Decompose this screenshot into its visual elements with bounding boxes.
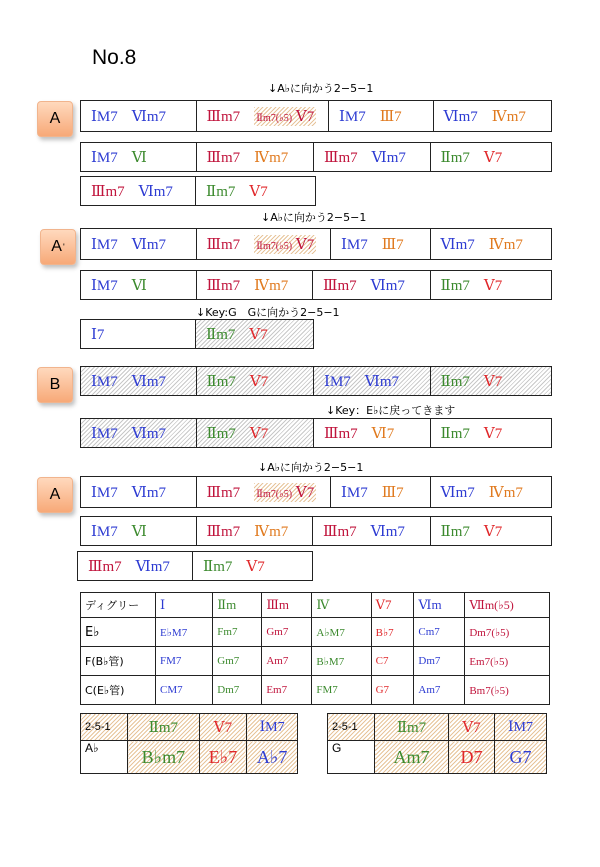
table-header: Ⅵm: [414, 593, 465, 618]
chord-row: [80, 228, 552, 260]
bar: Ⅲm7 Ⅳm7: [196, 143, 314, 171]
table-header: Ⅳ: [312, 593, 371, 618]
section-marker-b: B: [37, 367, 73, 403]
table-cell: B♭7: [371, 618, 414, 647]
annotation: ↓Key:G Gに向かう2−5−1: [196, 306, 340, 319]
table-header: Ⅴ7: [371, 593, 414, 618]
bar: Ⅲm7 Ⅵ7: [313, 419, 430, 447]
annotation: ↓Key：E♭に戻ってきます: [326, 404, 456, 417]
chord-row: [80, 516, 552, 546]
two-five-one-table-ab: [80, 713, 298, 774]
bar: Ⅲm7 Ⅱm7(♭5) Ⅴ7: [196, 101, 328, 131]
table-cell: Am7: [414, 676, 465, 705]
table-cell: D7: [449, 741, 495, 774]
table-cell: 2-5-1: [81, 714, 128, 741]
bar: ⅠM7 Ⅵm7: [91, 484, 167, 501]
table-cell: Em7: [262, 676, 312, 705]
bar: Ⅰ7: [91, 326, 105, 343]
table-cell: Ⅴ7: [449, 714, 495, 741]
table-row: [328, 741, 547, 774]
bar: ⅠM7 Ⅲ7: [330, 477, 430, 507]
chord-row: [80, 100, 552, 132]
bar: Ⅵm7 Ⅳm7: [430, 229, 551, 259]
bar: Ⅱm7 Ⅴ7: [430, 271, 551, 299]
bar: ⅠM7 Ⅵm7: [313, 367, 430, 395]
table-cell: Bm7(♭5): [465, 676, 550, 705]
chord-row: [77, 551, 313, 581]
bar: ⅠM7 Ⅲ7: [330, 229, 430, 259]
table-cell: G: [328, 741, 375, 774]
table-header: ディグリー: [81, 593, 156, 618]
chord-row: [80, 142, 552, 172]
bar: ⅠM7 Ⅵm7: [91, 236, 167, 253]
bar: Ⅲm7 Ⅵm7: [312, 271, 430, 299]
bar: Ⅵm7 Ⅳm7: [433, 101, 552, 131]
bar: Ⅱm7 Ⅴ7: [430, 143, 551, 171]
chord-row: [80, 319, 314, 349]
table-cell: A♭M7: [312, 618, 371, 647]
table-cell: FM7: [156, 647, 213, 676]
section-marker-a: A: [37, 477, 73, 513]
table-cell: G7: [371, 676, 414, 705]
table-cell: ⅠM7: [247, 714, 298, 741]
table-cell: Ⅱm7: [375, 714, 449, 741]
table-cell: Em7(♭5): [465, 647, 550, 676]
bar: Ⅱm7 Ⅴ7: [195, 177, 315, 205]
table-cell: E♭7: [199, 741, 247, 774]
bar: ⅠM7 Ⅵ: [91, 149, 147, 166]
table-row: [81, 741, 298, 774]
table-row: [81, 714, 298, 741]
table-header: Ⅲm: [262, 593, 312, 618]
bar: Ⅲm7 Ⅱm7(♭5) Ⅴ7: [196, 477, 330, 507]
table-cell: Ⅱm7: [128, 714, 200, 741]
bar: ⅠM7 Ⅲ7: [328, 101, 433, 131]
bar: Ⅲm7 Ⅵm7: [91, 183, 173, 200]
chord-row: [80, 366, 552, 396]
bar: Ⅱm7 Ⅴ7: [196, 367, 314, 395]
table-cell: C(E♭管): [81, 676, 156, 705]
bar: Ⅲm7 Ⅵm7: [88, 558, 170, 575]
bar: Ⅱm7 Ⅴ7: [195, 320, 313, 348]
bar: Ⅱm7 Ⅴ7: [196, 419, 314, 447]
table-row: [81, 676, 550, 705]
bar: ⅠM7 Ⅵ: [91, 277, 147, 294]
bar: Ⅱm7 Ⅴ7: [430, 419, 551, 447]
table-cell: ⅠM7: [495, 714, 547, 741]
table-cell: C7: [371, 647, 414, 676]
bar: Ⅲm7 Ⅵm7: [313, 143, 430, 171]
table-header: Ⅰ: [156, 593, 213, 618]
bar: Ⅵm7 Ⅳm7: [430, 477, 551, 507]
table-cell: Gm7: [213, 647, 262, 676]
bar: ⅠM7 Ⅵ: [91, 523, 147, 540]
table-header: Ⅶm(♭5): [465, 593, 550, 618]
bar: ⅠM7 Ⅵm7: [81, 367, 196, 395]
table-cell: B♭M7: [312, 647, 371, 676]
table-cell: Cm7: [414, 618, 465, 647]
bar: Ⅲm7 Ⅳm7: [196, 517, 313, 545]
table-cell: Am7: [375, 741, 449, 774]
chord-row: [80, 176, 316, 206]
table-cell: 2-5-1: [328, 714, 375, 741]
table-cell: A♭: [81, 741, 128, 774]
table-cell: Dm7: [414, 647, 465, 676]
bar: Ⅱm7 Ⅴ7: [430, 517, 551, 545]
table-row: [81, 618, 550, 647]
table-cell: Dm7(♭5): [465, 618, 550, 647]
table-cell: E♭M7: [156, 618, 213, 647]
table-cell: B♭m7: [128, 741, 200, 774]
table-row: [81, 647, 550, 676]
table-cell: Ⅴ7: [199, 714, 247, 741]
annotation: ↓A♭に向かう2−5−1: [268, 82, 374, 95]
bar: Ⅲm7 Ⅵm7: [312, 517, 430, 545]
two-five-one-table-g: [327, 713, 547, 774]
annotation: ↓A♭に向かう2−5−1: [261, 211, 367, 224]
degree-table: [80, 592, 550, 705]
table-cell: Am7: [262, 647, 312, 676]
bar: ⅠM7 Ⅵm7: [91, 108, 167, 125]
table-row: [328, 714, 547, 741]
chord-row: [80, 270, 552, 300]
bar: Ⅲm7 Ⅱm7(♭5) Ⅴ7: [196, 229, 330, 259]
bar: Ⅱm7 Ⅴ7: [430, 367, 551, 395]
table-cell: G7: [495, 741, 547, 774]
table-cell: E♭: [81, 618, 156, 647]
bar: Ⅲm7 Ⅳm7: [196, 271, 313, 299]
table-cell: F(B♭管): [81, 647, 156, 676]
chord-row: [80, 476, 552, 508]
section-marker-a: A: [37, 101, 73, 137]
table-header: Ⅱm: [213, 593, 262, 618]
table-cell: Dm7: [213, 676, 262, 705]
table-cell: CM7: [156, 676, 213, 705]
section-marker-a-prime: A ': [40, 229, 76, 265]
bar: Ⅱm7 Ⅴ7: [192, 552, 312, 580]
chord-row: [80, 418, 552, 448]
table-row: [81, 593, 550, 618]
table-cell: FM7: [312, 676, 371, 705]
page-title: No.8: [92, 46, 137, 69]
table-cell: Fm7: [213, 618, 262, 647]
table-cell: A♭7: [247, 741, 298, 774]
annotation: ↓A♭に向かう2−5−1: [258, 461, 364, 474]
bar: ⅠM7 Ⅵm7: [81, 419, 196, 447]
table-cell: Gm7: [262, 618, 312, 647]
